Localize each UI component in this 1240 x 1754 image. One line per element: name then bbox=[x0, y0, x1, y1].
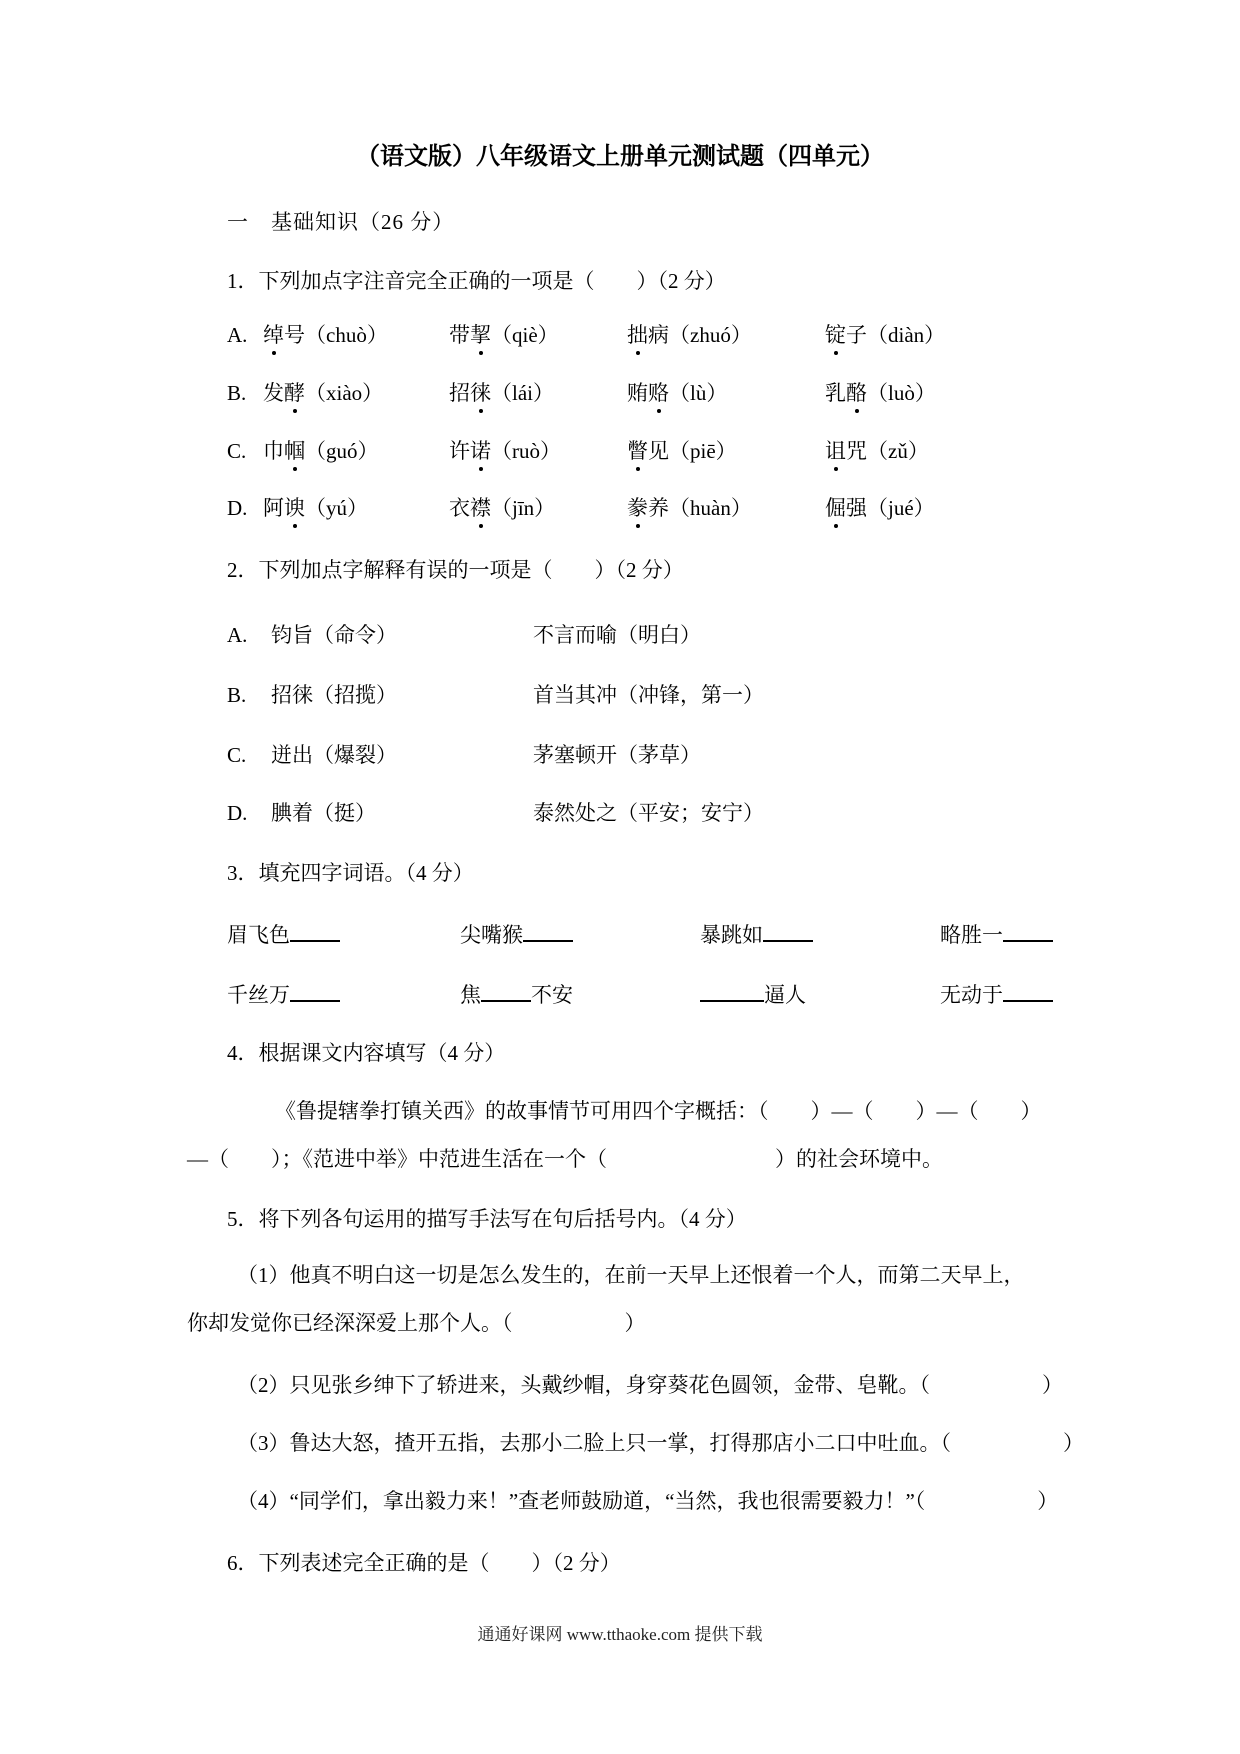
q1-option-B bbox=[187, 380, 1080, 406]
question-6-prompt: 6．下列表述完全正确的是（ ）（2 分） bbox=[227, 1551, 621, 1575]
fill-blank bbox=[523, 920, 573, 942]
phrase: 泰然处之（平安；安宁） bbox=[533, 801, 764, 825]
phrase: 钧旨（命令） bbox=[271, 623, 397, 647]
fill-blank bbox=[1003, 920, 1053, 942]
q5-item-4 bbox=[187, 1488, 1080, 1514]
idiom-blank-item: 无动于 bbox=[940, 980, 1080, 1008]
q2-option-B bbox=[187, 682, 1080, 708]
q5-item-3-text: （3）鲁达大怒，揸开五指，去那小二脸上只一掌，打得那店小二口中吐血。（ bbox=[237, 1431, 951, 1455]
q5-item-1-text: 你却发觉你已经深深爱上那个人。（ bbox=[187, 1311, 513, 1335]
q4-passage-line-1: 《鲁提辖拳打镇关西》的故事情节可用四个字概括：（ ）—（ ）—（ ） bbox=[275, 1099, 1042, 1123]
q1-option-D bbox=[187, 495, 1080, 521]
q5-item-2 bbox=[187, 1372, 1080, 1398]
q5-item-4-text: （4）“同学们，拿出毅力来！”查老师鼓励道，“当然，我也很需要毅力！”（ bbox=[237, 1489, 926, 1513]
fill-blank bbox=[290, 980, 340, 1002]
pinyin-word: 乳酪（luò） bbox=[825, 381, 936, 405]
option-label: A. bbox=[227, 323, 248, 347]
option-label: D. bbox=[227, 496, 248, 520]
q2-option-D bbox=[187, 800, 1080, 826]
idiom-blank-item: 焦 不安 bbox=[460, 980, 700, 1008]
fill-blank bbox=[763, 920, 813, 942]
pinyin-word: 拙病（zhuó） bbox=[627, 323, 752, 347]
option-label: B. bbox=[227, 381, 247, 405]
option-label: B. bbox=[227, 683, 247, 707]
q4-passage-line-2: —（ ）；《范进中举》中范进生活在一个（ ）的社会环境中。 bbox=[187, 1147, 943, 1171]
pinyin-word: 瞥见（piē） bbox=[627, 439, 737, 463]
question-3-prompt: 3．填充四字词语。（4 分） bbox=[227, 861, 474, 885]
idiom-blank-item: 略胜一 bbox=[940, 920, 1080, 948]
pinyin-word: 巾帼（guó） bbox=[263, 439, 379, 463]
idiom-blank-item: 千丝万 bbox=[227, 980, 460, 1008]
option-label: D. bbox=[227, 801, 248, 825]
pinyin-word: 衣襟（jīn） bbox=[449, 496, 556, 520]
q5-item-3 bbox=[187, 1430, 1084, 1456]
pinyin-word: 锭子（diàn） bbox=[825, 323, 946, 347]
q3-row-1 bbox=[187, 920, 1080, 948]
fill-blank bbox=[290, 920, 340, 942]
option-label: C. bbox=[227, 439, 247, 463]
page-title: （语文版）八年级语文上册单元测试题（四单元） bbox=[356, 143, 884, 170]
question-2-prompt: 2．下列加点字解释有误的一项是（ ）（2 分） bbox=[227, 558, 684, 582]
idiom-blank-item: 暴跳如 bbox=[700, 920, 940, 948]
question-1-prompt: 1．下列加点字注音完全正确的一项是（ ）（2 分） bbox=[227, 269, 726, 293]
pinyin-word: 阿谀（yú） bbox=[263, 496, 368, 520]
fill-blank bbox=[1003, 980, 1053, 1002]
fill-blank bbox=[700, 980, 764, 1002]
q1-option-C bbox=[187, 438, 1080, 464]
fill-blank bbox=[481, 980, 531, 1002]
q1-option-A bbox=[187, 322, 1080, 348]
idiom-blank-item: 尖嘴猴 bbox=[460, 920, 700, 948]
pinyin-word: 许诺（ruò） bbox=[449, 439, 561, 463]
section-heading: 一 基础知识（26 分） bbox=[227, 210, 455, 234]
option-label: C. bbox=[227, 743, 247, 767]
phrase: 不言而喻（明白） bbox=[533, 623, 701, 647]
phrase: 招徕（招揽） bbox=[271, 683, 397, 707]
phrase: 茅塞顿开（茅草） bbox=[533, 743, 701, 767]
footer-watermark: 通通好课网 www.tthaoke.com 提供下载 bbox=[477, 1625, 763, 1644]
phrase: 腆着（挺） bbox=[271, 801, 376, 825]
close-paren: ） bbox=[624, 1311, 646, 1335]
phrase: 迸出（爆裂） bbox=[271, 743, 397, 767]
phrase: 首当其冲（冲锋，第一） bbox=[533, 683, 764, 707]
question-4-prompt: 4．根据课文内容填写（4 分） bbox=[227, 1041, 506, 1065]
pinyin-word: 豢养（huàn） bbox=[627, 496, 752, 520]
option-label: A. bbox=[227, 623, 248, 647]
pinyin-word: 发酵（xiào） bbox=[263, 381, 384, 405]
q3-row-2 bbox=[187, 980, 1080, 1008]
q5-item-1-line-1: （1）他真不明白这一切是怎么发生的，在前一天早上还恨着一个人，而第二天早上， bbox=[237, 1263, 1025, 1287]
q5-item-2-text: （2）只见张乡绅下了轿进来，头戴纱帽，身穿葵花色圆领，金带、皂靴。（ bbox=[237, 1373, 930, 1397]
q2-option-A bbox=[187, 622, 1080, 648]
pinyin-word: 倔强（jué） bbox=[825, 496, 935, 520]
close-paren: ） bbox=[1042, 1373, 1063, 1397]
close-paren: ） bbox=[1037, 1489, 1059, 1513]
pinyin-word: 带挈（qiè） bbox=[449, 323, 559, 347]
pinyin-word: 招徕（lái） bbox=[449, 381, 554, 405]
pinyin-word: 贿赂（lù） bbox=[627, 381, 728, 405]
pinyin-word: 诅咒（zǔ） bbox=[825, 439, 929, 463]
idiom-blank-item: 眉飞色 bbox=[227, 920, 460, 948]
close-paren: ） bbox=[1063, 1431, 1084, 1455]
q2-option-C bbox=[187, 742, 1080, 768]
pinyin-word: 绰号（chuò） bbox=[263, 323, 388, 347]
idiom-blank-item: 逼人 bbox=[700, 980, 940, 1008]
q5-item-1-line-2 bbox=[187, 1310, 1080, 1336]
question-5-prompt: 5．将下列各句运用的描写手法写在句后括号内。（4 分） bbox=[227, 1207, 747, 1231]
